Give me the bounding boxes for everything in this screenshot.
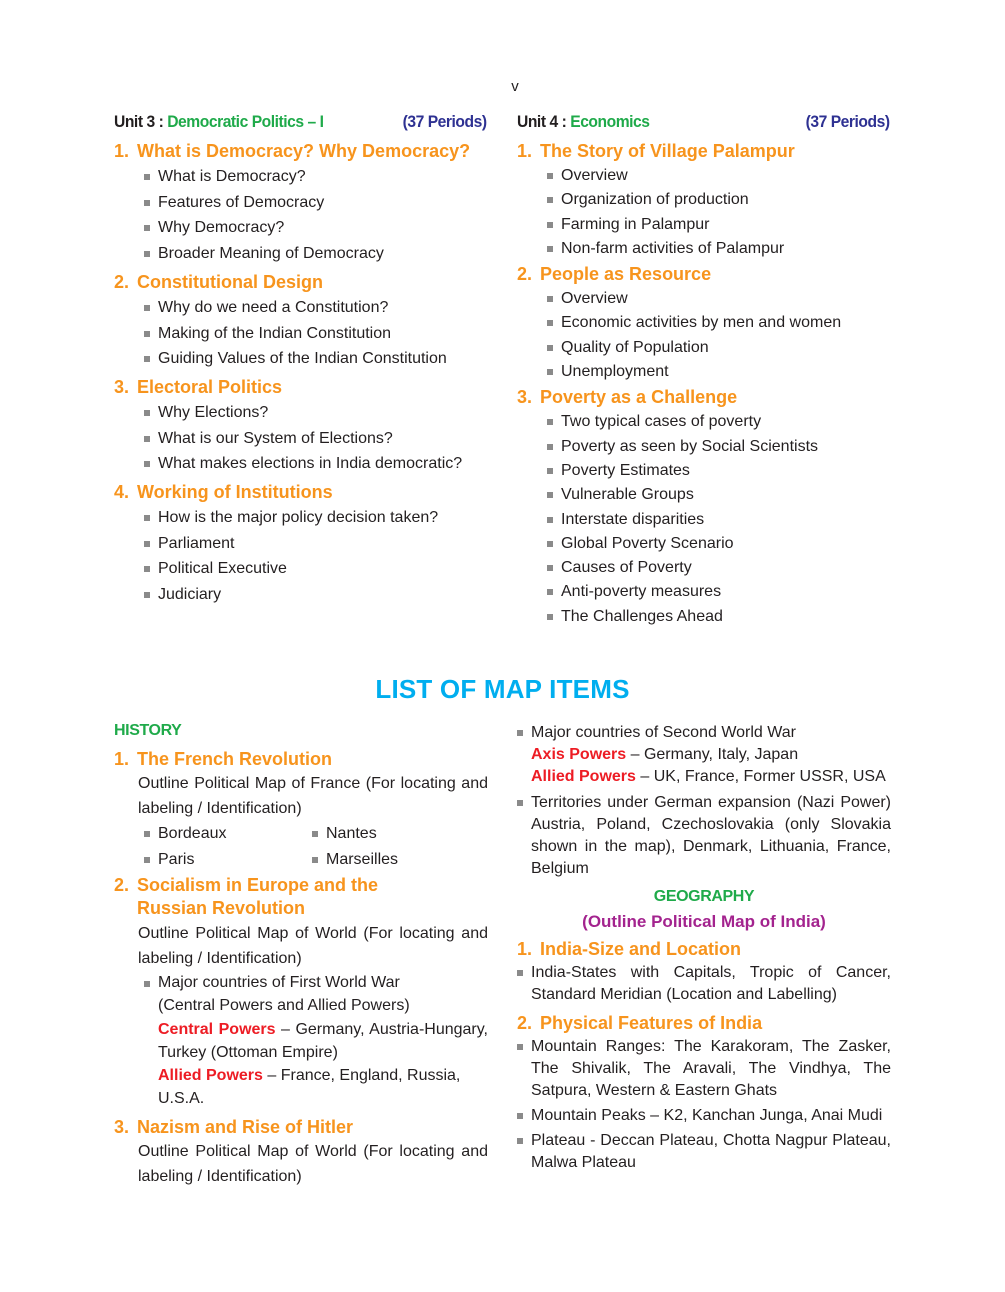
list-item: Major countries of First World War (Central Powers and Allied Powers) Central Powers – Germany, Austria-Hungary, Turkey (Ottoman Empire) Allied Powers – France, England, Russia, U.S.A. xyxy=(144,971,488,1110)
history-map-column xyxy=(114,722,488,1189)
bullet-list xyxy=(114,400,488,477)
allied-powers-label: Allied Powers xyxy=(158,1067,263,1085)
history-topic-3: 3. Nazism and Rise of Hitler xyxy=(114,1117,354,1138)
unit3-label: Unit 3 : xyxy=(114,112,168,131)
list-item: Why do we need a Constitution? xyxy=(144,295,488,321)
list-item: Political Executive xyxy=(144,556,488,582)
list-item: Mountain Ranges: The Karakoram, The Zasker, The Shivalik, The Aravali, The Vindhya, The Satpura, Western & Eastern Ghats xyxy=(487,1036,891,1102)
bullet-list xyxy=(517,287,891,384)
history-topic-1: 1. The French Revolution xyxy=(114,749,333,769)
geography-map-column xyxy=(487,722,891,1174)
unit3-topic-2: 2. Constitutional Design xyxy=(114,271,323,292)
list-item: Organization of production xyxy=(547,188,891,212)
bullet-list xyxy=(114,505,488,608)
map-items-title: LIST OF MAP ITEMS xyxy=(375,674,630,704)
list-item: Economic activities by men and women xyxy=(547,311,891,335)
list-item: Causes of Poverty xyxy=(547,556,891,580)
list-item: The Challenges Ahead xyxy=(547,605,891,629)
list-item: Farming in Palampur xyxy=(547,213,891,237)
unit4-topic-1: 1. The Story of Village Palampur xyxy=(517,141,795,161)
history-topic-1-places xyxy=(114,821,488,872)
history-topic-3-text: Outline Political Map of World (For locating and labeling / Identification) xyxy=(138,1143,488,1185)
list-item: Why Elections? xyxy=(144,400,488,426)
unit3-topic-list xyxy=(114,138,488,608)
list-item: Paris xyxy=(144,847,312,873)
unit3-periods: (37 Periods) xyxy=(402,112,487,131)
list-item: Judiciary xyxy=(144,582,488,608)
unit4-name: Economics xyxy=(570,112,650,131)
list-item: Overview xyxy=(547,287,891,311)
list-item: Features of Democracy xyxy=(144,190,488,216)
list-item: India-States with Capitals, Tropic of Cancer, Standard Meridian (Location and Labelling) xyxy=(487,962,891,1006)
geography-subheading: (Outline Political Map of India) xyxy=(582,912,826,931)
list-item: Major countries of Second World War Axis Powers – Germany, Italy, Japan Allied Powers – UK, France, Former USSR, USA xyxy=(487,722,891,788)
history-heading: HISTORY xyxy=(114,722,182,739)
unit4-heading xyxy=(517,112,890,132)
list-item: Mountain Peaks – K2, Kanchan Junga, Anai Mudi xyxy=(487,1105,891,1127)
list-item: What makes elections in India democratic? xyxy=(144,451,488,477)
geography-topic-1: 1. India-Size and Location xyxy=(517,939,742,959)
unit3-topic-3: 3. Electoral Politics xyxy=(114,376,283,397)
bullet-list xyxy=(114,164,488,267)
bullet-list xyxy=(517,410,891,629)
unit4-topic-list xyxy=(517,138,891,629)
list-item: Vulnerable Groups xyxy=(547,483,891,507)
list-item: Marseilles xyxy=(312,847,480,873)
list-item: Poverty Estimates xyxy=(547,459,891,483)
unit3-name: Democratic Politics – I xyxy=(167,112,324,131)
unit3-topic-1: 1. What is Democracy? Why Democracy? xyxy=(114,141,471,161)
list-item: What is Democracy? xyxy=(144,164,488,190)
list-item: Why Democracy? xyxy=(144,215,488,241)
geography-topic-2: 2. Physical Features of India xyxy=(517,1013,763,1033)
unit4-periods: (37 Periods) xyxy=(805,112,890,131)
list-item: Non-farm activities of Palampur xyxy=(547,237,891,261)
unit4-label: Unit 4 : xyxy=(517,112,571,131)
list-item: Unemployment xyxy=(547,360,891,384)
unit3-topic-4: 4. Working of Institutions xyxy=(114,482,333,503)
list-item: Plateau - Deccan Plateau, Chotta Nagpur Plateau, Malwa Plateau xyxy=(487,1130,891,1174)
unit3-heading xyxy=(114,112,487,132)
list-item: Nantes xyxy=(312,821,480,847)
geography-heading: GEOGRAPHY xyxy=(653,888,755,905)
history-topic-1-text: Outline Political Map of France (For locating and labeling / Identification) xyxy=(138,775,488,817)
list-item: Two typical cases of poverty xyxy=(547,410,891,434)
central-powers-label: Central Powers xyxy=(158,1021,276,1039)
list-item: Anti-poverty measures xyxy=(547,580,891,604)
list-item: Poverty as seen by Social Scientists xyxy=(547,435,891,459)
list-item: Global Poverty Scenario xyxy=(547,532,891,556)
list-item: Parliament xyxy=(144,531,488,557)
list-item: Broader Meaning of Democracy xyxy=(144,241,488,267)
list-item: Making of the Indian Constitution xyxy=(144,321,488,347)
unit4-column xyxy=(517,112,891,629)
page-number: v xyxy=(511,78,519,95)
unit3-column xyxy=(114,112,488,608)
history-topic-2-text: Outline Political Map of World (For locating and labeling / Identification) xyxy=(138,925,488,967)
list-item: Guiding Values of the Indian Constitution xyxy=(144,346,488,372)
unit4-topic-3: 3. Poverty as a Challenge xyxy=(517,387,738,408)
list-item: What is our System of Elections? xyxy=(144,426,488,452)
list-item: Interstate disparities xyxy=(547,508,891,532)
unit4-topic-2: 2. People as Resource xyxy=(517,264,712,285)
history-topic-2: 2. Socialism in Europe and the Russian Revolution xyxy=(114,875,379,919)
list-item: Bordeaux xyxy=(144,821,312,847)
list-item: Territories under German expansion (Nazi Power) Austria, Poland, Czechoslovakia (only Slovakia shown in the map), Denmark, Lithuania, France, Belgium xyxy=(487,792,891,880)
list-item: Quality of Population xyxy=(547,336,891,360)
bullet-list xyxy=(517,164,891,261)
list-item: How is the major policy decision taken? xyxy=(144,505,488,531)
bullet-list xyxy=(114,295,488,372)
list-item: Overview xyxy=(547,164,891,188)
